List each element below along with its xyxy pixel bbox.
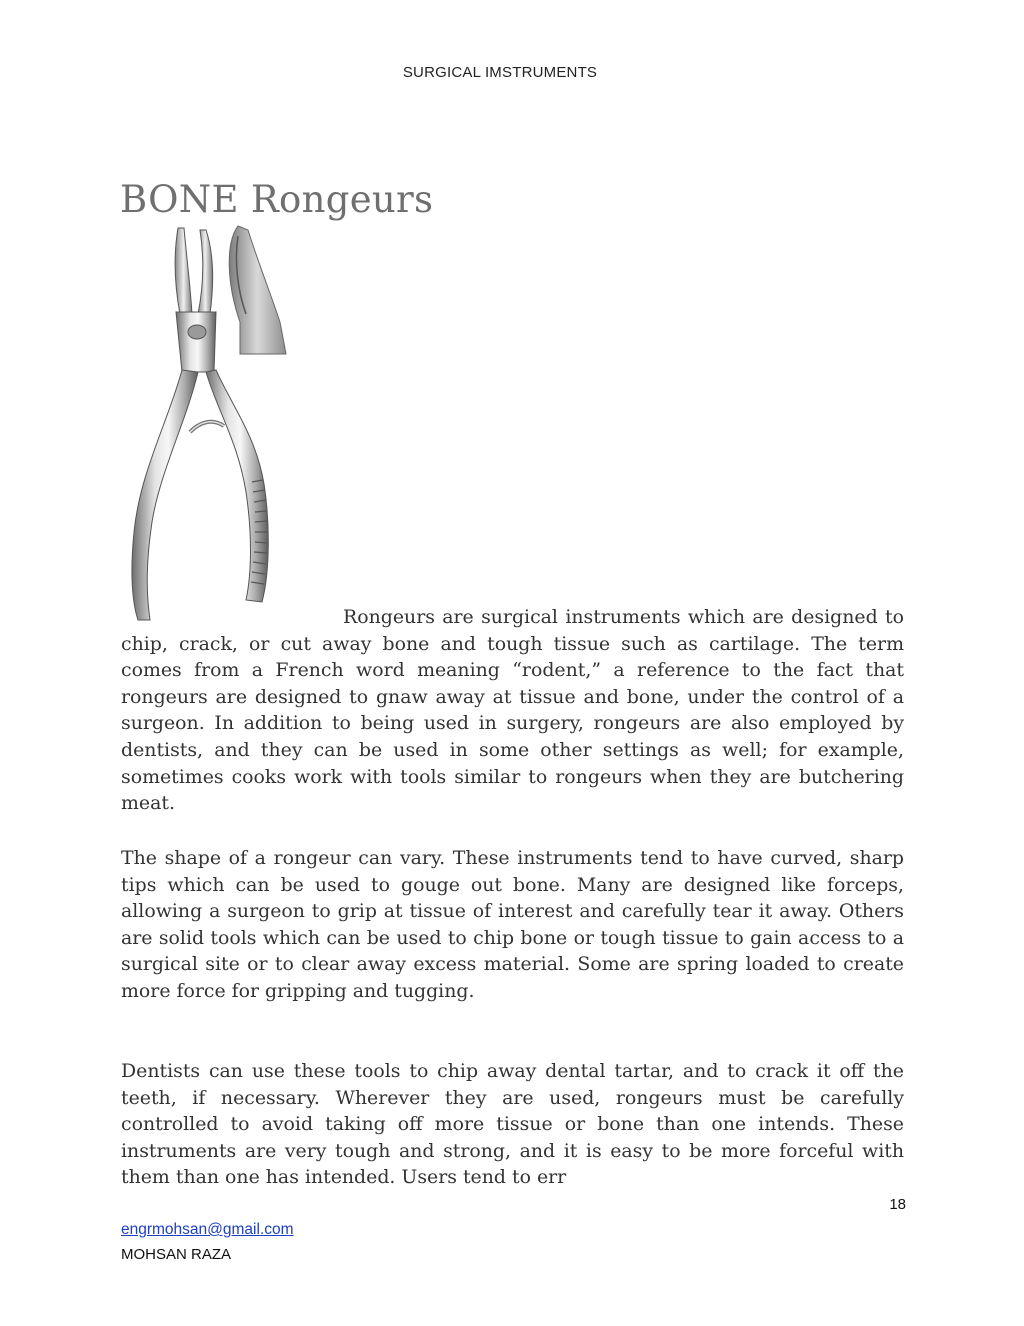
author-name: MOHSAN RAZA [121,1246,232,1263]
rongeur-image [120,222,295,627]
author-email-link[interactable]: engrmohsan@gmail.com [121,1221,294,1238]
running-header: SURGICAL IMSTRUMENTS [402,64,598,81]
page-title: BONE Rongeurs [120,178,434,221]
body-paragraph: The shape of a rongeur can vary. These instruments tend to have curved, sharp tips which can be used to gouge out bone. Many are designed like forceps, allowing a surgeon to grip at tissue of interest and carefully tear it away. Others are solid tools which can be used to chip bone or tough tissue to gain access to a surgical site or to clear away excess material. Some are spring loaded to create more force for gripping and tugging. [121,847,904,1002]
page-number: 18 [889,1196,906,1213]
body-paragraph: Dentists can use these tools to chip away dental tartar, and to crack it off the teeth, if necessary. Wherever they are used, rongeurs must be carefully controlled to avoid taking off more tissue or bone than one intends. These instruments are very tough and strong, and it is easy to be more forceful with them than one has intended. Users tend to err [121,1060,904,1189]
body-paragraph: Rongeurs are surgical instruments which are designed to chip, crack, or cut away bone and tough tissue such as cartilage. The term comes from a French word meaning “rodent,” a reference to the fact that rongeurs are designed to gnaw away at tissue and bone, under the control of a surgeon. In addition to being used in surgery, rongeurs are also employed by dentists, and they can be used in some other settings as well; for example, sometimes cooks work with tools similar to rongeurs when they are butchering meat. [121,606,904,815]
